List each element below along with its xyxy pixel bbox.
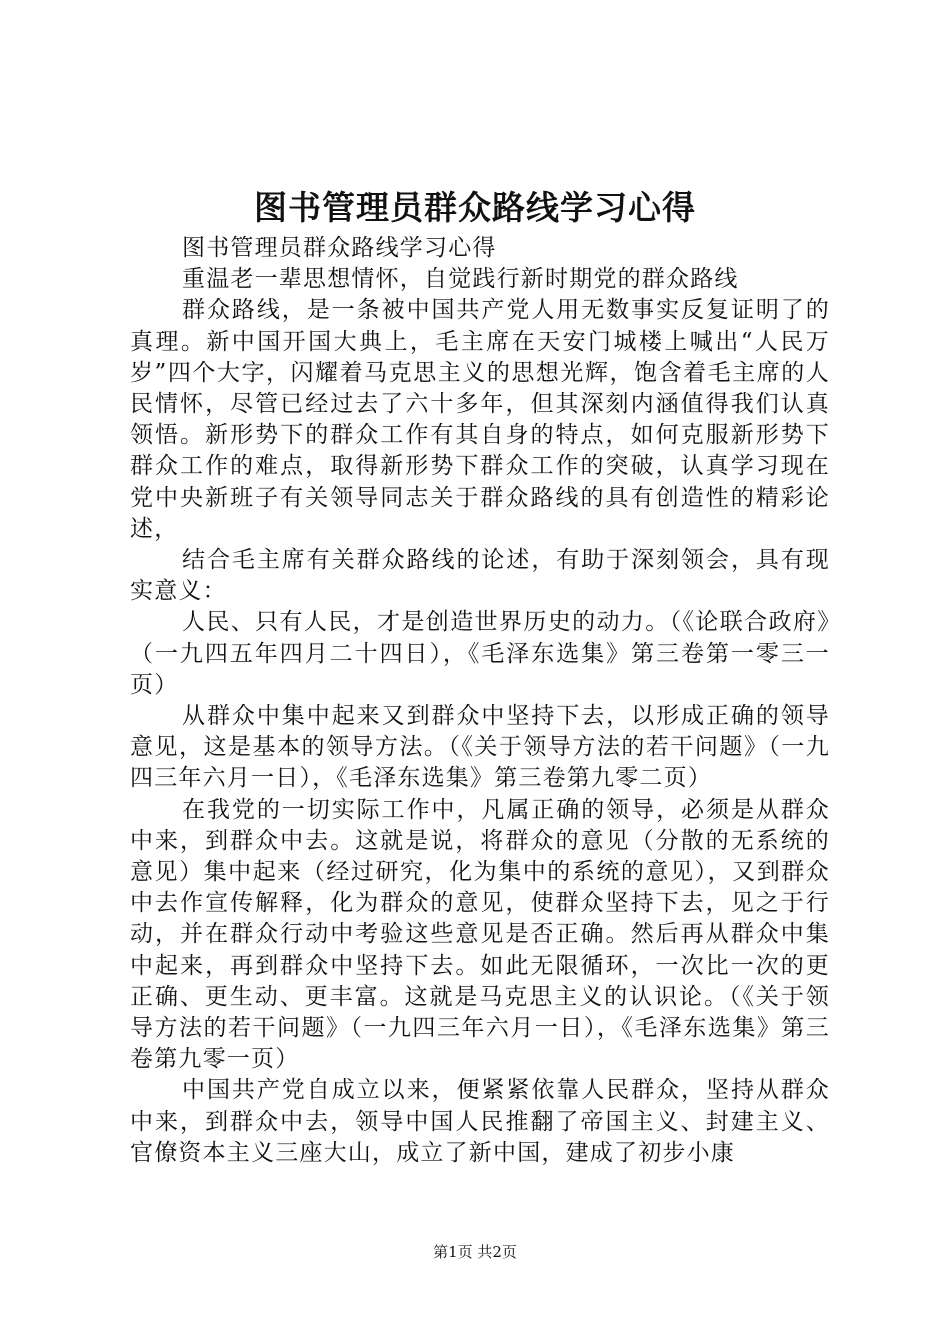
paragraph-heading: 重温老一辈思想情怀，自觉践行新时期党的群众路线 bbox=[182, 266, 739, 293]
paragraph: 群众路线，是一条被中国共产党人用无数事实反复证明了的真理。新中国开国大典上，毛主席在天安门城楼上喊出“人民万岁”四个大字，闪耀着马克思主义的思想光辉，饱含着毛主席的人民情怀，尽管已经过去了六十多年，但其深刻内涵值得我们认真领悟。新形势下的群众工作有其自身的特点，如何克服新形势下群众工作的难点，取得新形势下群众工作的突破，认真学习现在党中央新班子有关领导同志关于群众路线的具有创造性的精彩论述， bbox=[130, 297, 830, 542]
paragraph: 中国共产党自成立以来，便紧紧依靠人民群众，坚持从群众中来，到群众中去，领导中国人民推翻了帝国主义、封建主义、官僚资本主义三座大山，成立了新中国，建成了初步小康 bbox=[130, 1077, 830, 1166]
page-footer: 第1页 共2页 bbox=[433, 1243, 517, 1261]
paragraph: 人民、只有人民，才是创造世界历史的动力。（《论联合政府》（一九四五年四月二十四日），《毛泽东选集》第三卷第一零三一页） bbox=[130, 609, 830, 698]
paragraph: 结合毛主席有关群众路线的论述，有助于深刻领会，具有现实意义： bbox=[130, 547, 830, 605]
document-body bbox=[130, 233, 830, 1169]
document-title: 图书管理员群众路线学习心得 bbox=[254, 188, 696, 227]
paragraph-subtitle: 图书管理员群众路线学习心得 bbox=[182, 235, 497, 261]
paragraph: 从群众中集中起来又到群众中坚持下去，以形成正确的领导意见，这是基本的领导方法。（《关于领导方法的若干问题》（一九四三年六月一日），《毛泽东选集》第三卷第九零二页） bbox=[130, 703, 830, 792]
paragraph: 在我党的一切实际工作中，凡属正确的领导，必须是从群众中来，到群众中去。这就是说，将群众的意见（分散的无系统的意见）集中起来（经过研究，化为集中的系统的意见），又到群众中去作宣传解释，化为群众的意见，使群众坚持下去，见之于行动，并在群众行动中考验这些意见是否正确。然后再从群众中集中起来，再到群众中坚持下去。如此无限循环，一次比一次的更正确、更生动、更丰富。这就是马克思主义的认识论。（《关于领导方法的若干问题》（一九四三年六月一日），《毛泽东选集》第三卷第九零一页） bbox=[130, 796, 830, 1073]
